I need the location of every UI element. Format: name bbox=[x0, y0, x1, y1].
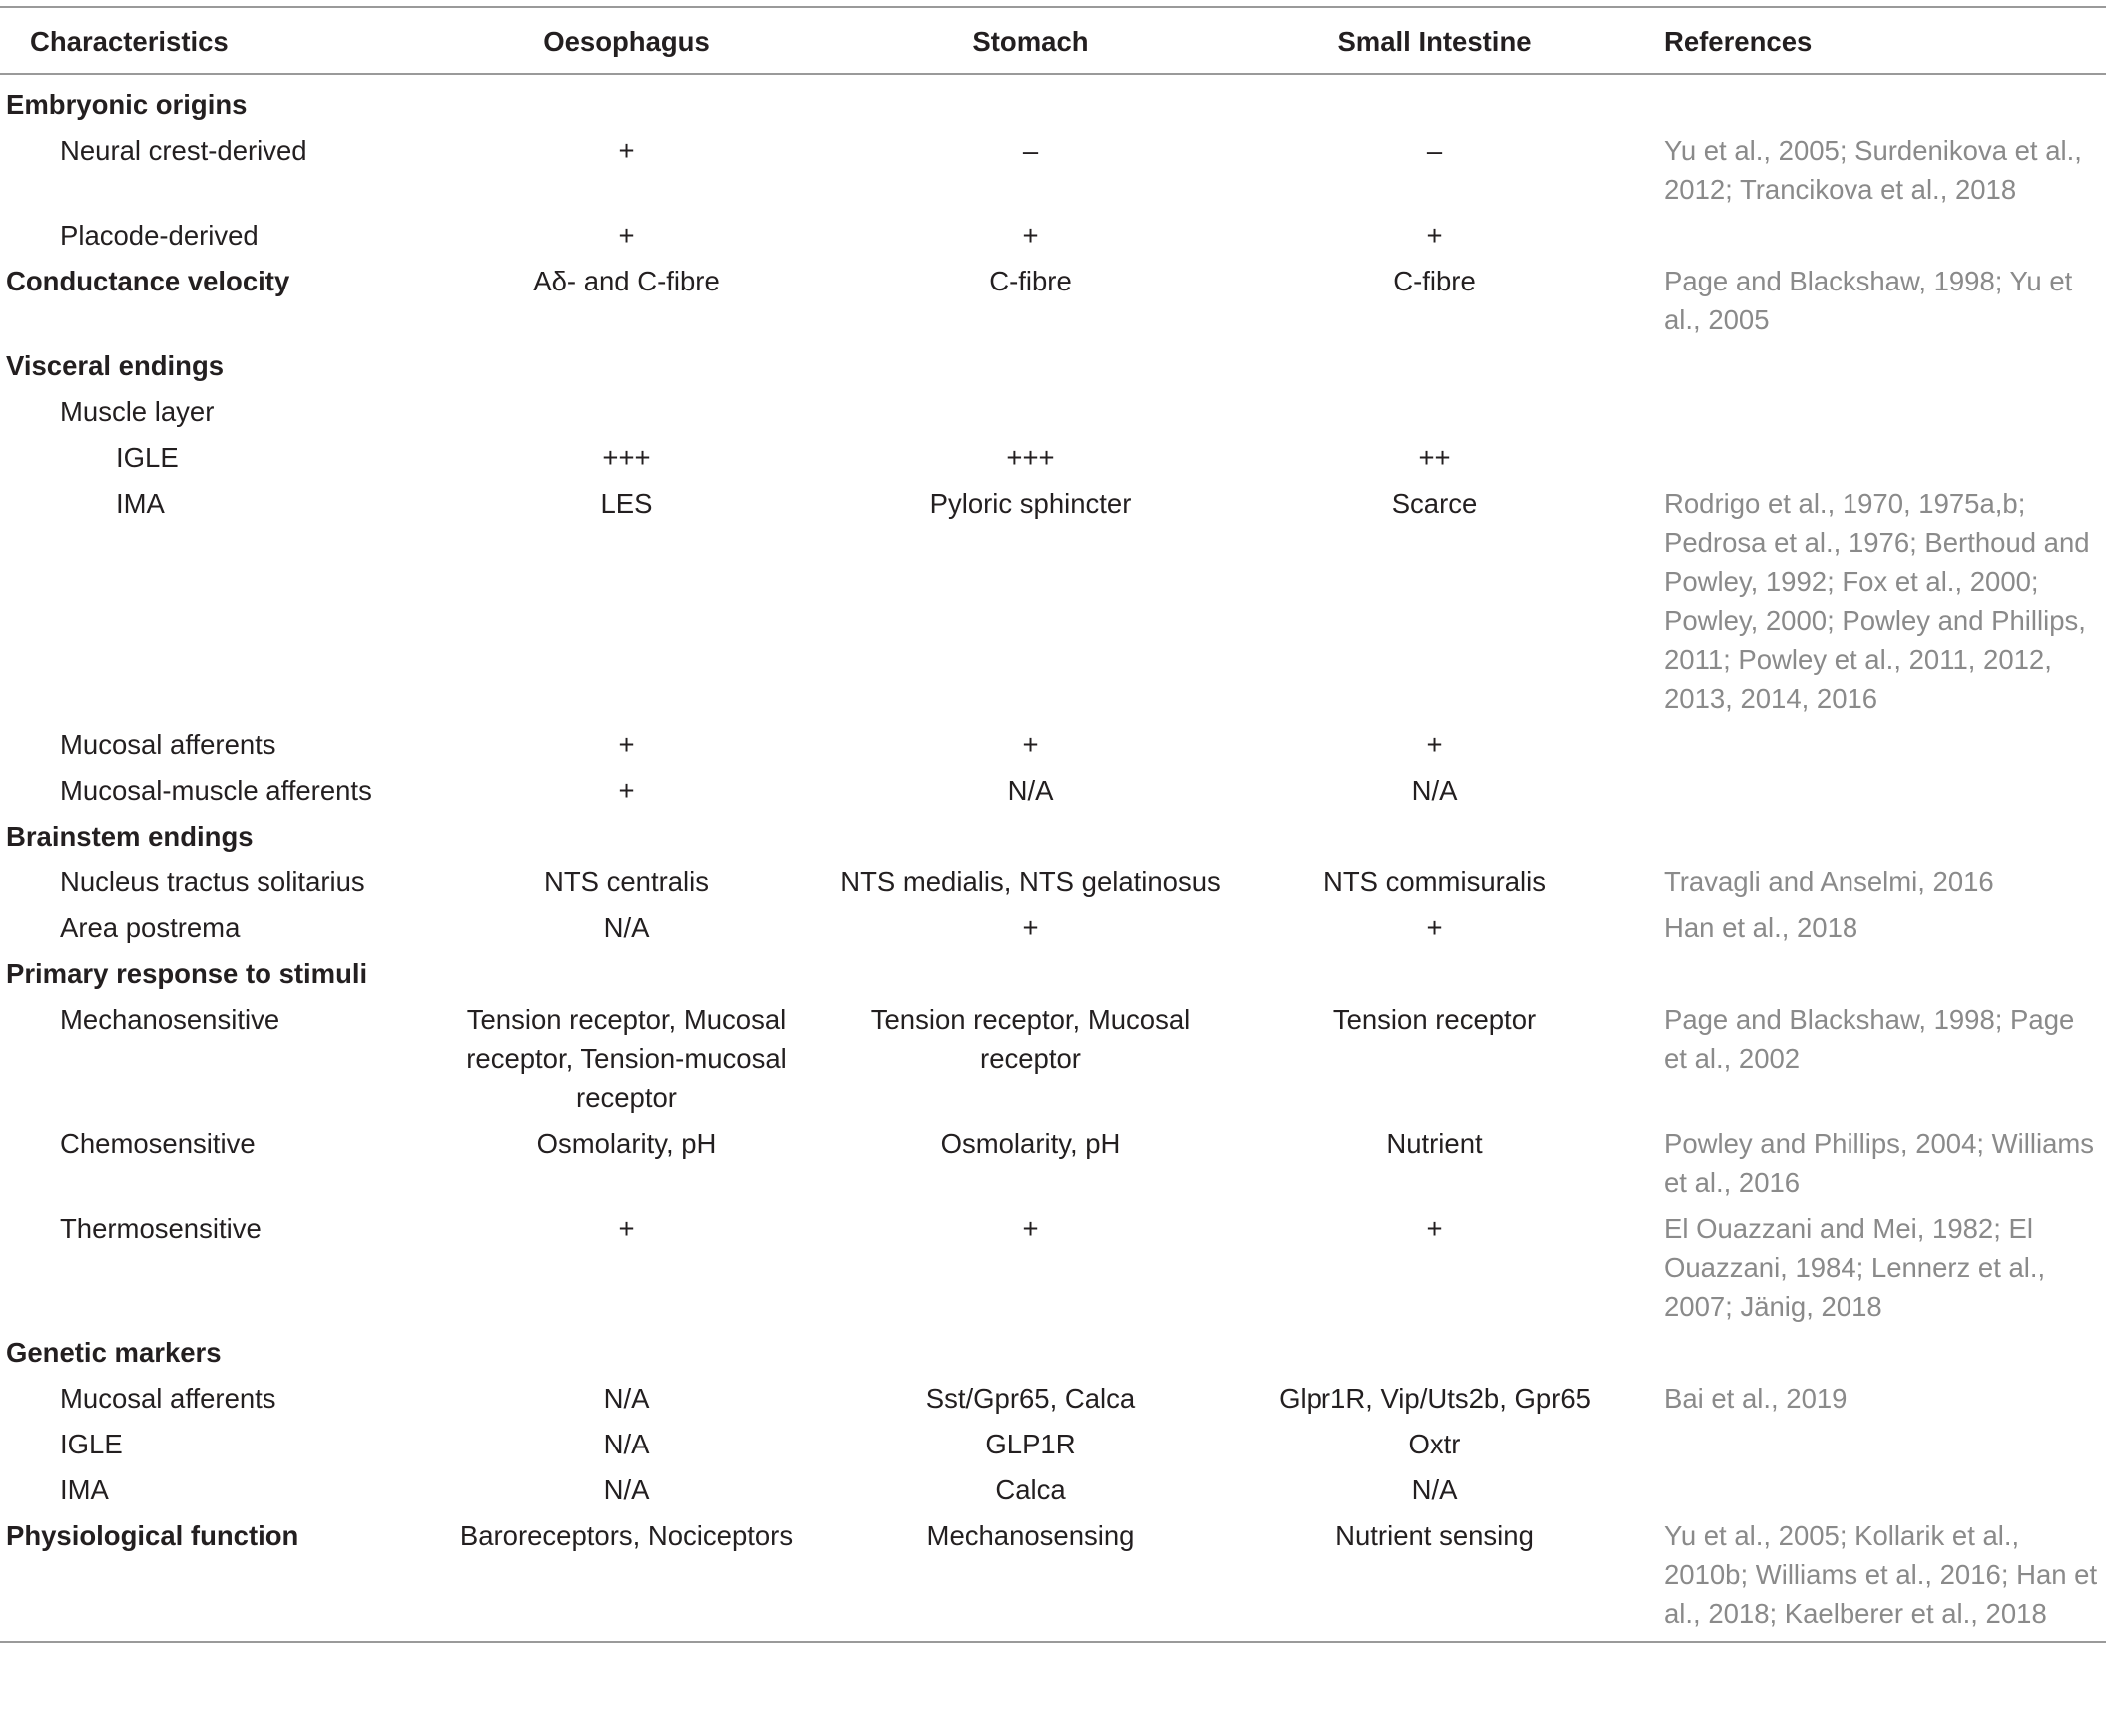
cell-oesophagus: + bbox=[618, 1213, 635, 1244]
table-row bbox=[0, 996, 2106, 1120]
header-references: References bbox=[1622, 7, 2106, 74]
cell-stomach: Calca bbox=[995, 1474, 1066, 1505]
row-label: Brainstem endings bbox=[6, 821, 254, 852]
cell-small-intestine bbox=[1248, 74, 1622, 127]
cell-oesophagus: N/A bbox=[603, 1474, 650, 1505]
row-label: IGLE bbox=[116, 442, 179, 473]
cell-stomach bbox=[813, 813, 1248, 859]
cell-oesophagus: +++ bbox=[602, 442, 651, 473]
cell-small-intestine: C-fibre bbox=[1393, 266, 1476, 296]
section-row-conductance-velocity bbox=[0, 258, 2106, 342]
cell-stomach: +++ bbox=[1006, 442, 1055, 473]
cell-small-intestine bbox=[1248, 813, 1622, 859]
cell-stomach: GLP1R bbox=[985, 1429, 1076, 1459]
header-characteristics: Characteristics bbox=[0, 7, 439, 74]
cell-oesophagus bbox=[439, 813, 813, 859]
cell-stomach: + bbox=[1022, 729, 1039, 760]
cell-small-intestine: – bbox=[1426, 135, 1443, 166]
cell-references: Bai et al., 2019 bbox=[1664, 1383, 1848, 1414]
cell-oesophagus bbox=[439, 950, 813, 996]
row-label: Mucosal afferents bbox=[60, 729, 276, 760]
cell-small-intestine: Oxtr bbox=[1408, 1429, 1461, 1459]
table-row bbox=[0, 127, 2106, 212]
cell-references bbox=[1622, 74, 2106, 127]
cell-oesophagus: N/A bbox=[603, 1429, 650, 1459]
row-label: IMA bbox=[116, 488, 165, 519]
cell-small-intestine bbox=[1248, 1329, 1622, 1375]
cell-small-intestine: N/A bbox=[1411, 775, 1458, 806]
row-label: Genetic markers bbox=[6, 1337, 222, 1368]
table-row bbox=[0, 1205, 2106, 1329]
section-row-genetic-markers bbox=[0, 1329, 2106, 1375]
cell-stomach: + bbox=[1022, 1213, 1039, 1244]
cell-stomach: Pyloric sphincter bbox=[929, 488, 1132, 519]
row-label: Nucleus tractus solitarius bbox=[60, 867, 365, 897]
cell-stomach: – bbox=[1022, 135, 1039, 166]
header-row bbox=[0, 7, 2106, 74]
table-row bbox=[0, 904, 2106, 950]
row-label: Mucosal-muscle afferents bbox=[60, 775, 372, 806]
cell-stomach bbox=[813, 1329, 1248, 1375]
cell-oesophagus: Aδ- and C-fibre bbox=[533, 266, 720, 296]
cell-references bbox=[1622, 813, 2106, 859]
cell-stomach: Tension receptor, Mucosal receptor bbox=[870, 1004, 1191, 1074]
cell-references: El Ouazzani and Mei, 1982; El Ouazzani, 1984; Lennerz et al., 2007; Jänig, 2018 bbox=[1664, 1213, 2046, 1322]
cell-oesophagus: NTS centralis bbox=[543, 867, 710, 897]
header-small-intestine: Small Intestine bbox=[1248, 7, 1622, 74]
cell-small-intestine bbox=[1248, 950, 1622, 996]
cell-small-intestine: + bbox=[1426, 729, 1443, 760]
section-row-brainstem-endings bbox=[0, 813, 2106, 859]
section-row-embryonic-origins bbox=[0, 74, 2106, 127]
row-label: Neural crest-derived bbox=[60, 135, 307, 166]
cell-small-intestine bbox=[1248, 342, 1622, 388]
cell-references: Page and Blackshaw, 1998; Page et al., 2002 bbox=[1664, 1004, 2075, 1074]
cell-stomach: NTS medialis, NTS gelatinosus bbox=[840, 867, 1221, 897]
table-row bbox=[0, 212, 2106, 258]
cell-references bbox=[1622, 1466, 2106, 1512]
row-label: Placode-derived bbox=[60, 220, 259, 251]
cell-oesophagus: Osmolarity, pH bbox=[536, 1128, 717, 1159]
characteristics-table bbox=[0, 6, 2106, 1643]
cell-references: Page and Blackshaw, 1998; Yu et al., 2005 bbox=[1664, 266, 2073, 335]
cell-stomach bbox=[813, 950, 1248, 996]
table-row bbox=[0, 434, 2106, 480]
cell-stomach: + bbox=[1022, 912, 1039, 943]
cell-small-intestine: + bbox=[1426, 220, 1443, 251]
row-label: Visceral endings bbox=[6, 350, 225, 381]
cell-references bbox=[1622, 1421, 2106, 1466]
row-label: Embryonic origins bbox=[6, 89, 248, 120]
section-row-visceral-endings bbox=[0, 342, 2106, 388]
row-label: Area postrema bbox=[60, 912, 241, 943]
table-row bbox=[0, 1466, 2106, 1512]
table-body bbox=[0, 74, 2106, 1642]
cell-oesophagus: Tension receptor, Mucosal receptor, Tension-mucosal receptor bbox=[466, 1004, 787, 1113]
row-label: Physiological function bbox=[0, 1512, 439, 1642]
table-row bbox=[0, 1120, 2106, 1205]
section-row-primary-response-to-stimuli bbox=[0, 950, 2106, 996]
cell-references bbox=[1622, 342, 2106, 388]
cell-stomach: Mechanosensing bbox=[813, 1512, 1248, 1642]
cell-small-intestine: Glpr1R, Vip/Uts2b, Gpr65 bbox=[1279, 1383, 1591, 1414]
cell-oesophagus: N/A bbox=[603, 912, 650, 943]
cell-references: Yu et al., 2005; Kollarik et al., 2010b; Williams et al., 2016; Han et al., 2018; Kaelberer et al., 2018 bbox=[1622, 1512, 2106, 1642]
table-row bbox=[0, 859, 2106, 904]
cell-oesophagus: N/A bbox=[603, 1383, 650, 1414]
cell-small-intestine: Scarce bbox=[1391, 488, 1478, 519]
cell-references bbox=[1622, 767, 2106, 813]
cell-small-intestine: Nutrient sensing bbox=[1248, 1512, 1622, 1642]
table-row bbox=[0, 767, 2106, 813]
cell-stomach bbox=[813, 388, 1248, 434]
row-label: Conductance velocity bbox=[6, 266, 290, 296]
cell-oesophagus: + bbox=[618, 220, 635, 251]
cell-small-intestine: ++ bbox=[1418, 442, 1451, 473]
cell-oesophagus: Baroreceptors, Nociceptors bbox=[439, 1512, 813, 1642]
cell-small-intestine: N/A bbox=[1411, 1474, 1458, 1505]
row-label: IGLE bbox=[60, 1429, 123, 1459]
cell-references bbox=[1622, 950, 2106, 996]
cell-stomach: N/A bbox=[1007, 775, 1054, 806]
cell-oesophagus: + bbox=[618, 729, 635, 760]
header-oesophagus: Oesophagus bbox=[439, 7, 813, 74]
row-label: Muscle layer bbox=[60, 396, 215, 427]
cell-references: Powley and Phillips, 2004; Williams et al., 2016 bbox=[1664, 1128, 2095, 1198]
row-label: IMA bbox=[60, 1474, 109, 1505]
cell-references bbox=[1622, 721, 2106, 767]
cell-stomach bbox=[813, 342, 1248, 388]
cell-oesophagus: + bbox=[618, 135, 635, 166]
cell-references: Han et al., 2018 bbox=[1664, 912, 1858, 943]
cell-references bbox=[1622, 212, 2106, 258]
cell-stomach: Osmolarity, pH bbox=[940, 1128, 1121, 1159]
row-label: Mechanosensitive bbox=[60, 1004, 280, 1035]
table-row bbox=[0, 480, 2106, 721]
header-stomach: Stomach bbox=[813, 7, 1248, 74]
cell-small-intestine bbox=[1248, 388, 1622, 434]
cell-references bbox=[1622, 1329, 2106, 1375]
cell-references bbox=[1622, 434, 2106, 480]
cell-references: Rodrigo et al., 1970, 1975a,b; Pedrosa et al., 1976; Berthoud and Powley, 1992; Fox et al., 2000; Powley, 2000; Powley and Phillips, 2011; Powley et al., 2011, 2012, 2013, 2014, 2016 bbox=[1664, 488, 2090, 714]
table-row bbox=[0, 1421, 2106, 1466]
cell-small-intestine: + bbox=[1426, 1213, 1443, 1244]
cell-references: Yu et al., 2005; Surdenikova et al., 2012; Trancikova et al., 2018 bbox=[1664, 135, 2082, 205]
cell-oesophagus bbox=[439, 1329, 813, 1375]
cell-oesophagus bbox=[439, 74, 813, 127]
cell-small-intestine: + bbox=[1426, 912, 1443, 943]
table-row bbox=[0, 388, 2106, 434]
table-row bbox=[0, 1375, 2106, 1421]
cell-small-intestine: NTS commisuralis bbox=[1322, 867, 1547, 897]
row-label: Thermosensitive bbox=[60, 1213, 262, 1244]
cell-stomach: Sst/Gpr65, Calca bbox=[925, 1383, 1136, 1414]
cell-references: Travagli and Anselmi, 2016 bbox=[1664, 867, 1994, 897]
section-row-physiological-function bbox=[0, 1512, 2106, 1642]
cell-small-intestine: Nutrient bbox=[1386, 1128, 1483, 1159]
row-label: Mucosal afferents bbox=[60, 1383, 276, 1414]
cell-oesophagus: LES bbox=[600, 488, 653, 519]
cell-oesophagus bbox=[439, 388, 813, 434]
cell-stomach: C-fibre bbox=[989, 266, 1072, 296]
cell-small-intestine: Tension receptor bbox=[1332, 1004, 1537, 1035]
row-label: Chemosensitive bbox=[60, 1128, 256, 1159]
table-header bbox=[0, 7, 2106, 74]
cell-oesophagus bbox=[439, 342, 813, 388]
table-row bbox=[0, 721, 2106, 767]
cell-stomach: + bbox=[1022, 220, 1039, 251]
row-label: Primary response to stimuli bbox=[6, 958, 368, 989]
cell-stomach bbox=[813, 74, 1248, 127]
cell-oesophagus: + bbox=[618, 775, 635, 806]
cell-references bbox=[1622, 388, 2106, 434]
